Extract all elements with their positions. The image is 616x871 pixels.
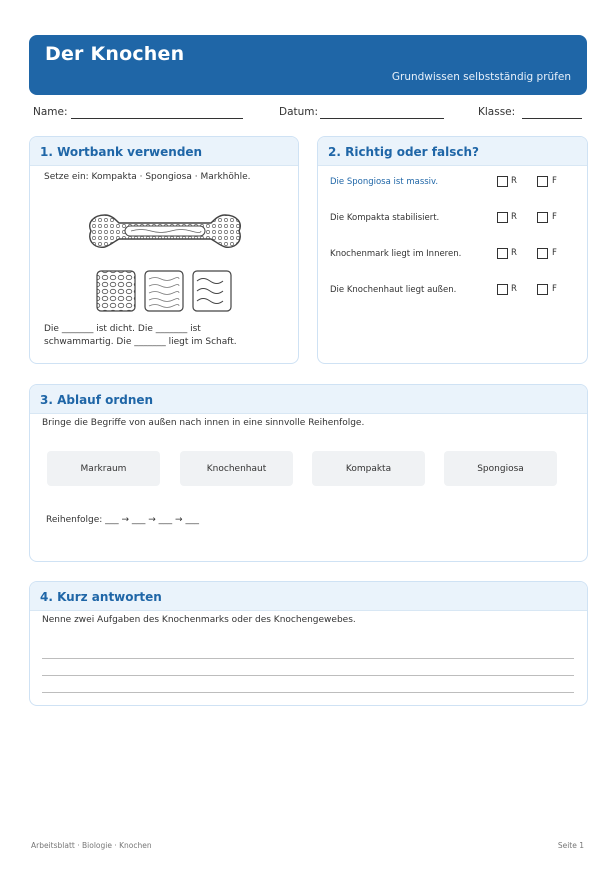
date-input-line[interactable]: [320, 106, 444, 119]
term-chip-markraum[interactable]: Markraum: [47, 451, 160, 486]
true-checkbox[interactable]: [497, 284, 508, 295]
tf-statement: Die Kompakta stabilisiert.: [330, 213, 440, 223]
section-true-false-title: 2. Richtig oder falsch?: [328, 145, 479, 159]
class-label: Klasse:: [478, 106, 516, 118]
order-answer: Reihenfolge: ___ → ___ → ___ → ___: [46, 515, 199, 525]
footer-page-number: Seite 1: [557, 841, 584, 850]
name-field: [33, 106, 68, 118]
section-true-false: [317, 136, 588, 364]
tissue-sample-spongiosa: [97, 271, 135, 311]
name-input-line[interactable]: [71, 106, 243, 119]
date-field: [279, 106, 318, 118]
section-word-bank: [29, 136, 299, 364]
worksheet-header: [29, 35, 587, 95]
true-checkbox[interactable]: [497, 176, 508, 187]
word-bank-instruction: Setze ein: Kompakta · Spongiosa · Markhöhle.: [44, 172, 251, 182]
answer-line[interactable]: [42, 692, 574, 693]
true-label: R: [511, 284, 517, 294]
section-short-answer: [29, 581, 588, 706]
section-ordering-title: 3. Ablauf ordnen: [40, 393, 154, 407]
tf-statement-row: [330, 211, 570, 225]
false-label: F: [552, 176, 557, 186]
false-checkbox[interactable]: [537, 176, 548, 187]
tf-statement: Die Spongiosa ist massiv.: [330, 177, 439, 187]
tissue-sample-markhoehle: [193, 271, 231, 311]
true-label: R: [511, 212, 517, 222]
footer-subject: Arbeitsblatt · Biologie · Knochen: [31, 841, 152, 850]
tf-statement: Knochenmark liegt im Inneren.: [330, 249, 462, 259]
worksheet-title: Der Knochen: [45, 43, 185, 65]
true-label: R: [511, 176, 517, 186]
short-answer-instruction: Nenne zwei Aufgaben des Knochenmarks oder des Knochengewebes.: [42, 615, 356, 625]
bone-shape: [90, 215, 240, 247]
section-ordering: [29, 384, 588, 562]
false-checkbox[interactable]: [537, 248, 548, 259]
false-label: F: [552, 248, 557, 258]
fill-in-text: Die _______ ist dicht. Die _______ ist schwammartig. Die _______ liegt im Schaft.: [44, 324, 237, 347]
term-chip-knochenhaut[interactable]: Knochenhaut: [180, 451, 293, 486]
term-chip-spongiosa[interactable]: Spongiosa: [444, 451, 557, 486]
name-label: Name:: [33, 106, 68, 118]
false-label: F: [552, 212, 557, 222]
tf-statement-row: [330, 175, 570, 189]
answer-line[interactable]: [42, 675, 574, 676]
date-label: Datum:: [279, 106, 319, 118]
true-checkbox[interactable]: [497, 248, 508, 259]
section-short-answer-title: 4. Kurz antworten: [40, 590, 162, 604]
tf-statement-row: [330, 247, 570, 261]
ordering-instruction: Bringe die Begriffe von außen nach innen in eine sinnvolle Reihenfolge.: [42, 418, 365, 428]
tissue-sample-kompakta: [145, 271, 183, 311]
false-label: F: [552, 284, 557, 294]
false-checkbox[interactable]: [537, 284, 548, 295]
tf-statement-row: [330, 283, 570, 297]
class-field: [478, 106, 515, 118]
worksheet-subtitle: Grundwissen selbstständig prüfen: [391, 71, 571, 83]
tf-statement: Die Knochenhaut liegt außen.: [330, 285, 457, 295]
term-chip-kompakta[interactable]: Kompakta: [312, 451, 425, 486]
true-checkbox[interactable]: [497, 212, 508, 223]
true-label: R: [511, 248, 517, 258]
answer-line[interactable]: [42, 658, 574, 659]
section-word-bank-title: 1. Wortbank verwenden: [40, 145, 203, 159]
bone-illustration: [85, 211, 245, 319]
false-checkbox[interactable]: [537, 212, 548, 223]
class-input-line[interactable]: [522, 106, 582, 119]
